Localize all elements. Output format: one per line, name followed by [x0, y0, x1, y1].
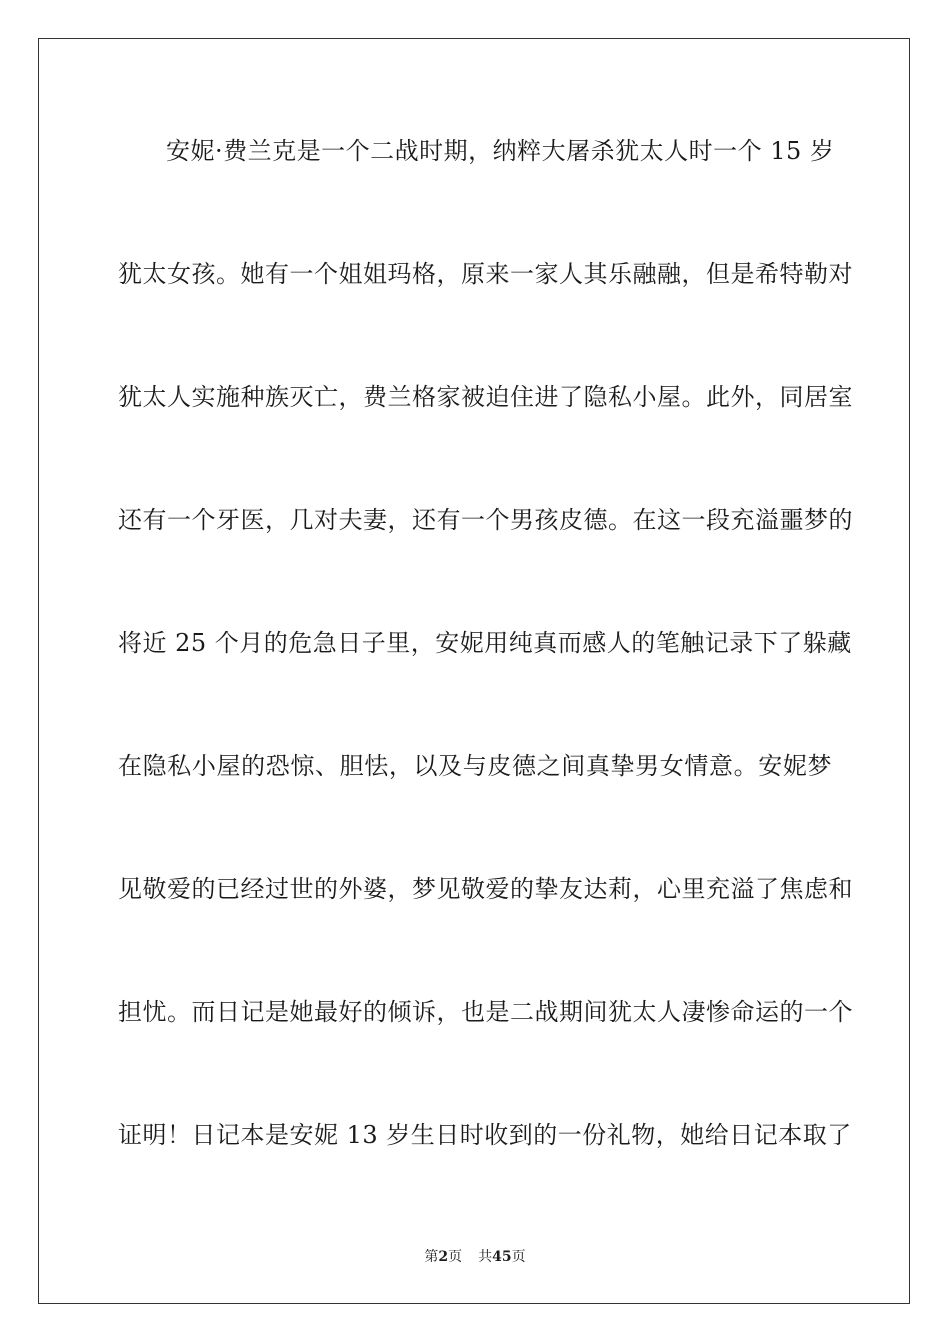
text-line-5: 将近 25 个月的危急日子里，安妮用纯真而感人的笔触记录下了躲藏 — [118, 629, 852, 657]
footer-total-prefix: 共 — [478, 1249, 493, 1265]
text-line-1: 安妮·费兰克是一个二战时期，纳粹大屠杀犹太人时一个 15 岁 — [166, 137, 835, 165]
text-line-7: 见敬爱的已经过世的外婆，梦见敬爱的挚友达莉，心里充溢了焦虑和 — [118, 875, 853, 903]
text-line-2: 犹太女孩。她有一个姐姐玛格，原来一家人其乐融融，但是希特勒对 — [118, 260, 853, 288]
text-line-3: 犹太人实施种族灭亡，费兰格家被迫住进了隐私小屋。此外，同居室 — [118, 383, 853, 411]
page-footer — [0, 1248, 950, 1266]
footer-total-suffix: 页 — [511, 1249, 526, 1265]
page-border — [38, 38, 910, 1304]
text-line-4: 还有一个牙医，几对夫妻，还有一个男孩皮德。在这一段充溢噩梦的 — [118, 506, 853, 534]
text-line-9: 证明！日记本是安妮 13 岁生日时收到的一份礼物，她给日记本取了 — [118, 1121, 852, 1149]
text-line-6: 在隐私小屋的恐惊、胆怯，以及与皮德之间真挚男女情意。安妮梦 — [118, 752, 832, 780]
footer-page-prefix: 第 — [424, 1249, 439, 1265]
footer-page-suffix: 页 — [448, 1249, 463, 1265]
text-line-8: 担忧。而日记是她最好的倾诉，也是二战期间犹太人凄惨命运的一个 — [118, 998, 853, 1026]
footer-total-pages: 45 — [492, 1249, 512, 1265]
footer-page-number: 2 — [438, 1249, 449, 1265]
